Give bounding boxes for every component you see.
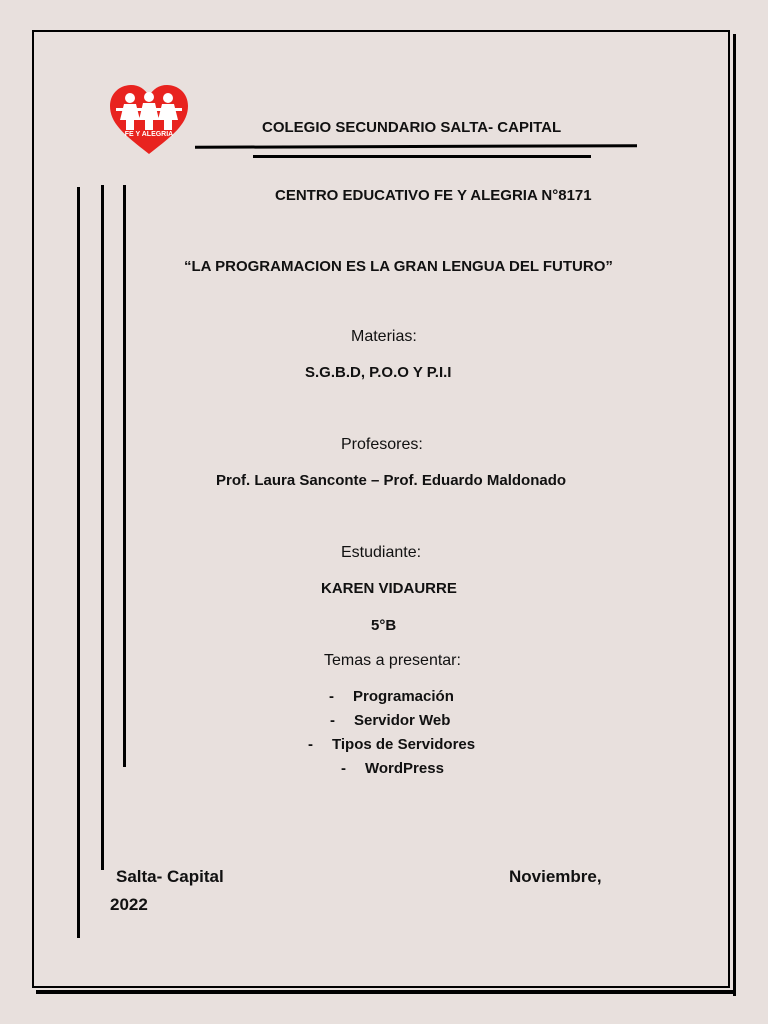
- student-label: Estudiante:: [341, 544, 422, 561]
- topic-text: Programación: [353, 688, 454, 705]
- document-title: “LA PROGRAMACION ES LA GRAN LENGUA DEL FUTURO”: [184, 258, 613, 275]
- list-item: - Programación: [329, 688, 454, 705]
- list-item: - WordPress: [341, 760, 444, 777]
- topic-text: Tipos de Servidores: [332, 736, 476, 753]
- school-name: COLEGIO SECUNDARIO SALTA- CAPITAL: [262, 119, 562, 136]
- page-border: [32, 30, 730, 988]
- decor-vertical-line-3: [123, 185, 126, 767]
- page-border-shadow-right: [733, 34, 736, 996]
- decor-horizontal-line-2: [253, 155, 591, 158]
- educational-center: CENTRO EDUCATIVO FE Y ALEGRIA N°8171: [275, 187, 592, 204]
- list-item: - Tipos de Servidores: [308, 736, 476, 753]
- decor-vertical-line-1: [77, 187, 80, 938]
- fe-y-alegria-logo: [108, 84, 190, 156]
- decor-vertical-line-2: [101, 185, 104, 870]
- teachers-value: Prof. Laura Sanconte – Prof. Eduardo Maldonado: [216, 472, 567, 489]
- page-border-shadow-bottom: [36, 990, 736, 994]
- footer-month: Noviembre,: [509, 867, 602, 886]
- footer-place: Salta- Capital: [116, 867, 224, 886]
- student-course: 5°B: [371, 617, 397, 634]
- subjects-label: Materias:: [351, 328, 417, 345]
- student-name: KAREN VIDAURRE: [321, 580, 457, 597]
- footer-year: 2022: [110, 895, 148, 914]
- logo-text: FE Y ALEGRIA: [124, 131, 174, 138]
- teachers-label: Profesores:: [341, 436, 423, 453]
- subjects-value: S.G.B.D, P.O.O Y P.I.I: [305, 364, 452, 381]
- topic-text: Servidor Web: [354, 712, 451, 729]
- topics-label: Temas a presentar:: [324, 652, 461, 669]
- list-item: - Servidor Web: [330, 712, 451, 729]
- topic-text: WordPress: [365, 760, 444, 777]
